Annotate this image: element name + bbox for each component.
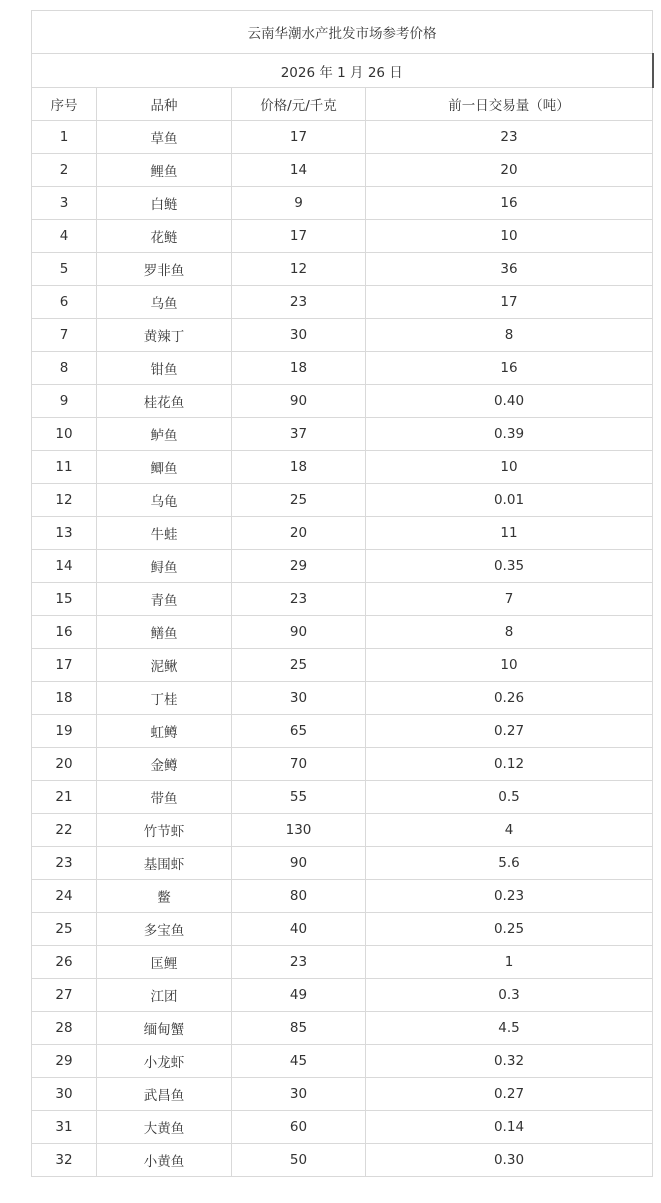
header-price: 价格/元/千克: [232, 88, 366, 121]
row-volume: 7: [366, 583, 653, 616]
row-volume: 0.40: [366, 385, 653, 418]
row-variety: 鳝鱼: [97, 616, 232, 649]
row-price: 18: [232, 352, 366, 385]
row-variety: 匡鲤: [97, 946, 232, 979]
row-volume: 20: [366, 154, 653, 187]
row-index: 3: [32, 187, 97, 220]
row-price: 17: [232, 220, 366, 253]
table-row: [32, 913, 653, 946]
table-row: [32, 154, 653, 187]
row-volume: 0.25: [366, 913, 653, 946]
row-variety: 虹鳟: [97, 715, 232, 748]
row-price: 90: [232, 616, 366, 649]
row-volume: 0.3: [366, 979, 653, 1012]
row-index: 23: [32, 847, 97, 880]
table-row: [32, 979, 653, 1012]
row-index: 20: [32, 748, 97, 781]
table-title-row: [32, 11, 653, 54]
row-index: 26: [32, 946, 97, 979]
row-index: 11: [32, 451, 97, 484]
row-price: 30: [232, 1078, 366, 1111]
row-variety: 钳鱼: [97, 352, 232, 385]
row-volume: 0.23: [366, 880, 653, 913]
row-volume: 0.5: [366, 781, 653, 814]
row-price: 17: [232, 121, 366, 154]
row-volume: 4: [366, 814, 653, 847]
table-row: [32, 781, 653, 814]
table-date: 2026 年 1 月 26 日: [32, 54, 653, 88]
row-price: 9: [232, 187, 366, 220]
row-volume: 0.26: [366, 682, 653, 715]
row-price: 40: [232, 913, 366, 946]
row-variety: 鲫鱼: [97, 451, 232, 484]
table-row: [32, 1111, 653, 1144]
row-variety: 乌龟: [97, 484, 232, 517]
row-variety: 丁桂: [97, 682, 232, 715]
table-row: [32, 319, 653, 352]
row-volume: 11: [366, 517, 653, 550]
table-date-row: [32, 54, 653, 88]
row-volume: 0.39: [366, 418, 653, 451]
table-row: [32, 748, 653, 781]
row-index: 16: [32, 616, 97, 649]
table-row: [32, 451, 653, 484]
row-variety: 大黄鱼: [97, 1111, 232, 1144]
row-volume: 0.32: [366, 1045, 653, 1078]
row-price: 90: [232, 847, 366, 880]
table-title: 云南华潮水产批发市场参考价格: [32, 11, 653, 54]
row-variety: 鲤鱼: [97, 154, 232, 187]
row-variety: 乌鱼: [97, 286, 232, 319]
row-index: 21: [32, 781, 97, 814]
row-index: 18: [32, 682, 97, 715]
table-row: [32, 220, 653, 253]
row-volume: 10: [366, 649, 653, 682]
row-price: 25: [232, 649, 366, 682]
row-index: 13: [32, 517, 97, 550]
table-header-row: [32, 88, 653, 121]
row-price: 85: [232, 1012, 366, 1045]
row-price: 65: [232, 715, 366, 748]
row-price: 12: [232, 253, 366, 286]
row-index: 9: [32, 385, 97, 418]
row-variety: 黄辣丁: [97, 319, 232, 352]
row-volume: 5.6: [366, 847, 653, 880]
table-row: [32, 517, 653, 550]
table-row: [32, 121, 653, 154]
row-variety: 白鲢: [97, 187, 232, 220]
row-volume: 8: [366, 319, 653, 352]
row-price: 80: [232, 880, 366, 913]
table-row: [32, 253, 653, 286]
row-index: 28: [32, 1012, 97, 1045]
row-volume: 8: [366, 616, 653, 649]
table-row: [32, 187, 653, 220]
row-price: 30: [232, 682, 366, 715]
table-row: [32, 880, 653, 913]
row-index: 2: [32, 154, 97, 187]
row-variety: 武昌鱼: [97, 1078, 232, 1111]
row-index: 32: [32, 1144, 97, 1177]
table-row: [32, 1045, 653, 1078]
row-volume: 16: [366, 352, 653, 385]
row-variety: 桂花鱼: [97, 385, 232, 418]
row-price: 70: [232, 748, 366, 781]
price-table-body: [32, 11, 653, 1177]
row-variety: 多宝鱼: [97, 913, 232, 946]
row-volume: 36: [366, 253, 653, 286]
row-variety: 青鱼: [97, 583, 232, 616]
row-variety: 金鳟: [97, 748, 232, 781]
row-variety: 泥鳅: [97, 649, 232, 682]
row-index: 4: [32, 220, 97, 253]
row-volume: 1: [366, 946, 653, 979]
row-volume: 0.27: [366, 715, 653, 748]
row-variety: 花鲢: [97, 220, 232, 253]
table-row: [32, 616, 653, 649]
row-variety: 基围虾: [97, 847, 232, 880]
row-volume: 10: [366, 220, 653, 253]
row-variety: 草鱼: [97, 121, 232, 154]
row-price: 45: [232, 1045, 366, 1078]
row-price: 23: [232, 946, 366, 979]
row-index: 7: [32, 319, 97, 352]
row-index: 30: [32, 1078, 97, 1111]
table-row: [32, 1144, 653, 1177]
row-index: 17: [32, 649, 97, 682]
row-index: 6: [32, 286, 97, 319]
table-row: [32, 352, 653, 385]
table-row: [32, 1012, 653, 1045]
table-row: [32, 1078, 653, 1111]
row-volume: 4.5: [366, 1012, 653, 1045]
row-variety: 小龙虾: [97, 1045, 232, 1078]
table-row: [32, 649, 653, 682]
price-table: [31, 10, 654, 1177]
row-volume: 17: [366, 286, 653, 319]
row-variety: 牛蛙: [97, 517, 232, 550]
row-index: 8: [32, 352, 97, 385]
row-price: 55: [232, 781, 366, 814]
row-variety: 江团: [97, 979, 232, 1012]
row-price: 90: [232, 385, 366, 418]
row-price: 20: [232, 517, 366, 550]
row-index: 25: [32, 913, 97, 946]
row-variety: 缅甸蟹: [97, 1012, 232, 1045]
row-index: 19: [32, 715, 97, 748]
row-volume: 0.01: [366, 484, 653, 517]
row-price: 37: [232, 418, 366, 451]
row-price: 49: [232, 979, 366, 1012]
header-index: 序号: [32, 88, 97, 121]
table-row: [32, 550, 653, 583]
row-index: 5: [32, 253, 97, 286]
table-row: [32, 946, 653, 979]
table-row: [32, 583, 653, 616]
row-volume: 0.14: [366, 1111, 653, 1144]
table-row: [32, 484, 653, 517]
row-variety: 带鱼: [97, 781, 232, 814]
row-price: 23: [232, 286, 366, 319]
row-price: 50: [232, 1144, 366, 1177]
row-volume: 0.12: [366, 748, 653, 781]
table-row: [32, 286, 653, 319]
row-price: 130: [232, 814, 366, 847]
row-price: 25: [232, 484, 366, 517]
row-variety: 鲈鱼: [97, 418, 232, 451]
table-row: [32, 682, 653, 715]
table-row: [32, 385, 653, 418]
row-index: 10: [32, 418, 97, 451]
row-price: 60: [232, 1111, 366, 1144]
row-variety: 小黄鱼: [97, 1144, 232, 1177]
row-index: 24: [32, 880, 97, 913]
row-volume: 0.35: [366, 550, 653, 583]
table-row: [32, 847, 653, 880]
row-volume: 10: [366, 451, 653, 484]
row-price: 30: [232, 319, 366, 352]
row-index: 1: [32, 121, 97, 154]
row-index: 29: [32, 1045, 97, 1078]
row-variety: 罗非鱼: [97, 253, 232, 286]
row-price: 18: [232, 451, 366, 484]
row-index: 31: [32, 1111, 97, 1144]
row-index: 14: [32, 550, 97, 583]
row-variety: 鳖: [97, 880, 232, 913]
row-volume: 0.30: [366, 1144, 653, 1177]
row-index: 15: [32, 583, 97, 616]
header-volume: 前一日交易量（吨）: [366, 88, 653, 121]
row-volume: 0.27: [366, 1078, 653, 1111]
table-row: [32, 715, 653, 748]
table-row: [32, 418, 653, 451]
header-variety: 品种: [97, 88, 232, 121]
row-volume: 16: [366, 187, 653, 220]
row-volume: 23: [366, 121, 653, 154]
row-index: 27: [32, 979, 97, 1012]
row-index: 12: [32, 484, 97, 517]
row-price: 29: [232, 550, 366, 583]
row-price: 14: [232, 154, 366, 187]
row-price: 23: [232, 583, 366, 616]
row-variety: 鲟鱼: [97, 550, 232, 583]
table-row: [32, 814, 653, 847]
row-variety: 竹节虾: [97, 814, 232, 847]
row-index: 22: [32, 814, 97, 847]
